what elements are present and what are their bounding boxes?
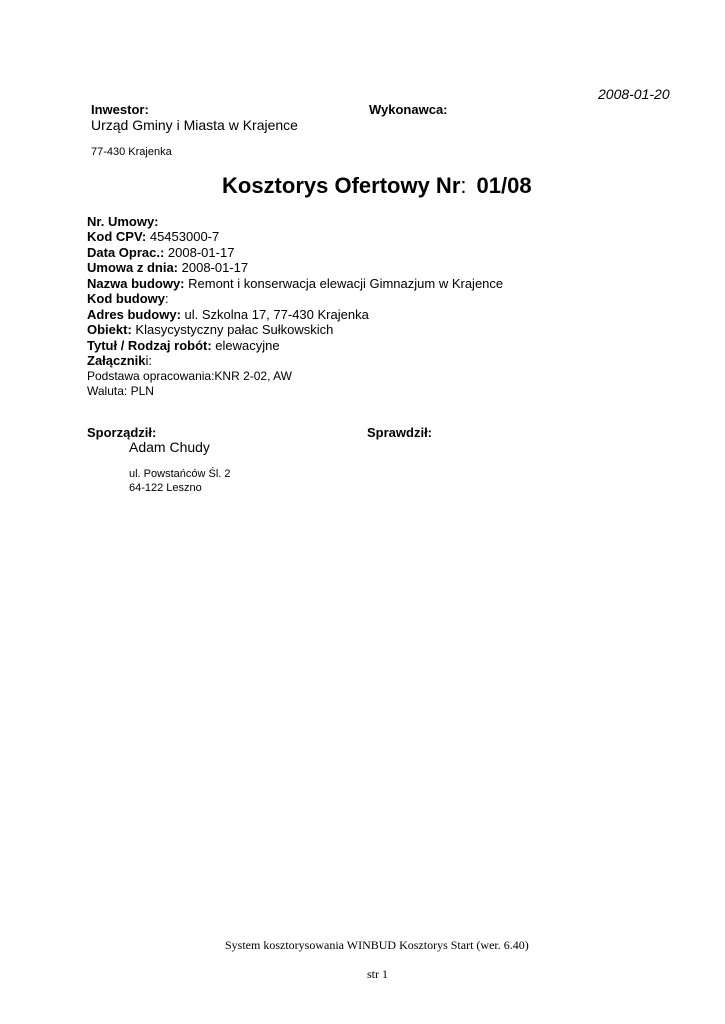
field-label: Data Oprac.: — [87, 245, 165, 260]
title-colon: : — [460, 173, 467, 198]
field-label: Nazwa budowy: — [87, 276, 185, 291]
prepared-city: 64-122 Leszno — [129, 482, 202, 494]
field-label: Kod CPV: — [87, 229, 147, 244]
checked-label: Sprawdził: — [367, 425, 433, 440]
investor-name: Urząd Gminy i Miasta w Krajence — [91, 117, 298, 133]
field-value: 45453000-7 — [146, 229, 220, 244]
field-work-type — [87, 338, 280, 353]
document-date: 2008-01-20 — [598, 86, 670, 102]
field-construction-address — [87, 307, 369, 322]
field-label: Umowa z dnia: — [87, 260, 179, 275]
footer-system: System kosztorysowania WINBUD Kosztorys Start (wer. 6.40) — [225, 938, 529, 952]
document-title — [222, 173, 532, 199]
field-label: Nr. Umowy: — [87, 214, 159, 229]
basis-text: Podstawa opracowania:KNR 2-02, AW — [87, 369, 292, 383]
prepared-label: Sporządził: — [87, 425, 157, 440]
investor-address: 77-430 Krajenka — [91, 146, 172, 158]
footer-page-number: str 1 — [367, 967, 388, 981]
field-label: Adres budowy: — [87, 307, 181, 322]
field-contract-number — [87, 214, 159, 229]
field-value: i: — [145, 353, 153, 368]
field-construction-name — [87, 276, 503, 291]
field-value: ul. Szkolna 17, 77-430 Krajenka — [180, 307, 369, 322]
field-contract-date — [87, 260, 248, 275]
field-value: : — [165, 291, 169, 306]
field-cpv-code — [87, 229, 219, 244]
field-prepared-date — [87, 245, 234, 260]
contractor-label: Wykonawca: — [369, 102, 448, 117]
field-label: Załącznik — [87, 353, 146, 368]
field-value: 2008-01-17 — [164, 245, 235, 260]
field-attachments — [87, 353, 152, 368]
field-value: Klasycystyczny pałac Sułkowskich — [131, 322, 334, 337]
field-label: Kod budowy — [87, 291, 165, 306]
prepared-name: Adam Chudy — [129, 439, 210, 455]
title-number: 01/08 — [476, 173, 532, 198]
field-object — [87, 322, 333, 337]
field-construction-code — [87, 291, 169, 306]
prepared-street: ul. Powstańców Śl. 2 — [129, 468, 231, 480]
field-value: 2008-01-17 — [178, 260, 249, 275]
field-label: Obiekt: — [87, 322, 132, 337]
currency-text: Waluta: PLN — [87, 384, 154, 398]
title-text: Kosztorys Ofertowy Nr — [222, 173, 461, 198]
investor-label: Inwestor: — [91, 102, 149, 117]
field-value: elewacyjne — [211, 338, 280, 353]
field-label: Tytuł / Rodzaj robót: — [87, 338, 212, 353]
field-value: Remont i konserwacja elewacji Gimnazjum w Krajence — [184, 276, 504, 291]
